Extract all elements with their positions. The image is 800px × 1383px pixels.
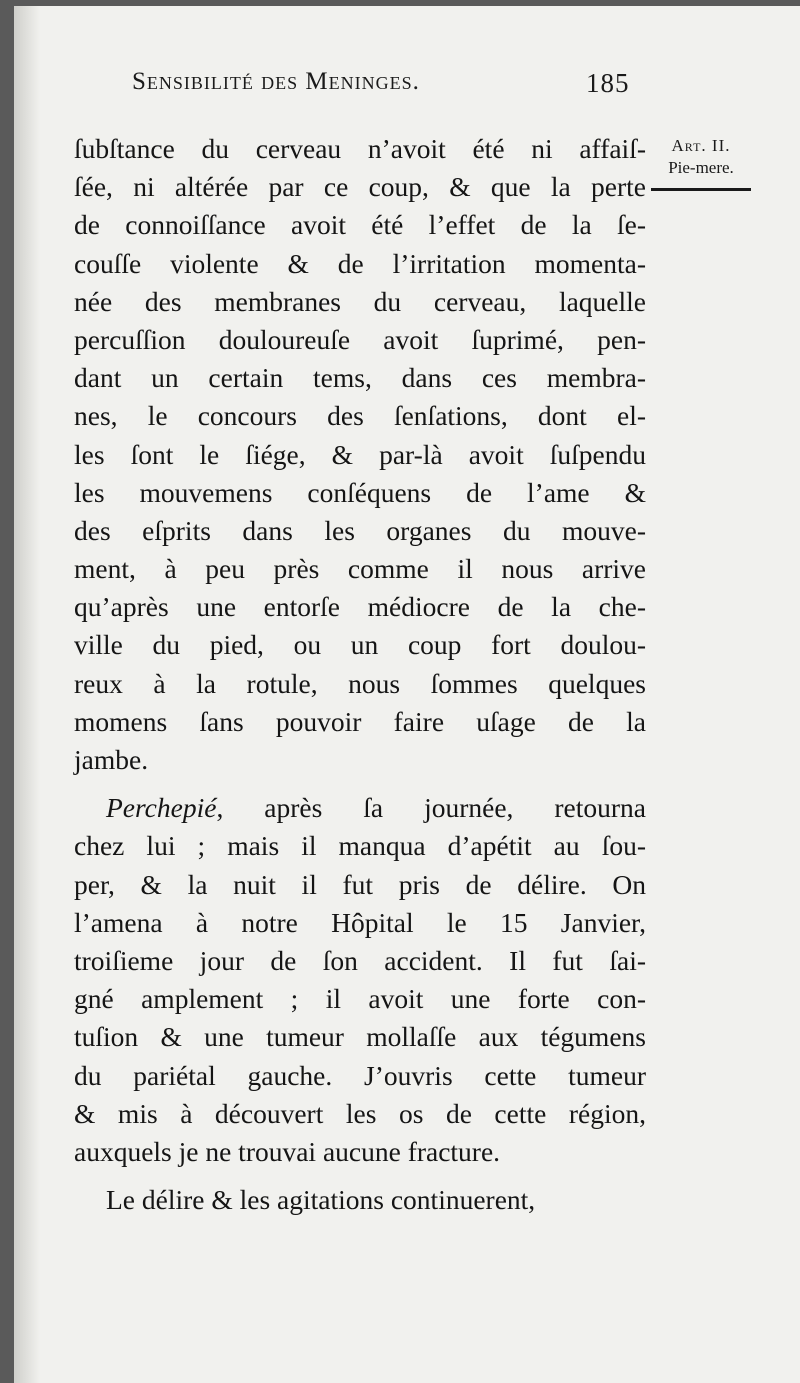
text-line: tuſion & une tumeur mollaſſe aux tégumens <box>74 1021 646 1053</box>
text-line-rest: , après ſa journée, retourna <box>216 792 646 824</box>
text-line: des eſprits dans les organes du mouve- <box>74 514 646 546</box>
text-line: momens ſans pouvoir faire uſage de la <box>74 705 646 737</box>
margin-rule <box>651 188 751 191</box>
italic-name: Perchepié <box>106 792 217 824</box>
text-line: ſubſtance du cerveau n’avoit été ni affaiſ- <box>74 133 646 164</box>
margin-subject-label: Pie-mere. <box>668 158 734 177</box>
text-line: les ſont le ſiége, & par-là avoit ſuſpendu <box>74 438 646 470</box>
text-line-lead <box>74 789 646 827</box>
page-gutter-shadow <box>14 6 40 1383</box>
running-title: Sensibilité des Meninges. <box>132 68 420 95</box>
running-header <box>132 68 652 104</box>
text-line: auxquels je ne trouvai aucune fracture. <box>74 1135 501 1167</box>
text-line: ville du pied, ou un coup fort doulou- <box>74 629 646 661</box>
paragraph-gap <box>74 779 646 789</box>
text-line: percuſſion douloureuſe avoit ſuprimé, pen- <box>74 323 646 355</box>
text-line: l’amena à notre Hôpital le 15 Janvier, <box>74 906 646 938</box>
text-line: qu’après une entorſe médiocre de la che- <box>74 591 646 623</box>
page-number: 185 <box>586 68 630 98</box>
text-line: per, & la nuit il fut pris de délire. On <box>74 868 646 900</box>
text-line: & mis à découvert les os de cette région, <box>74 1097 646 1129</box>
text-line: chez lui ; mais il manqua d’apétit au ſou- <box>74 830 646 862</box>
text-line: de connoiſſance avoit été l’effet de la ſe- <box>74 209 646 241</box>
text-line: jambe. <box>74 744 149 775</box>
text-line: reux à la rotule, nous ſommes quelques <box>74 667 646 699</box>
text-line: ment, à peu près comme il nous arrive <box>74 553 646 585</box>
text-line: les mouvemens conſéquens de l’ame & <box>74 476 646 508</box>
margin-article-label: Art. II. <box>671 136 731 155</box>
text-line: gné amplement ; il avoit une forte con- <box>74 983 646 1015</box>
paragraph-3 <box>74 1181 646 1219</box>
text-line: ſée, ni altérée par ce coup, & que la perte <box>74 171 646 203</box>
margin-note <box>646 134 756 191</box>
body-text <box>74 130 646 1219</box>
book-page <box>14 6 800 1383</box>
paragraph-gap <box>74 1171 646 1181</box>
text-line: couſſe violente & de l’irritation momenta- <box>74 247 646 279</box>
text-line: troiſieme jour de ſon accident. Il fut ſai- <box>74 944 646 976</box>
text-line: Le délire & les agitations continuerent, <box>106 1184 536 1216</box>
text-line: du pariétal gauche. J’ouvris cette tumeur <box>74 1059 646 1091</box>
paragraph-1 <box>74 130 646 779</box>
text-line: née des membranes du cerveau, laquelle <box>74 285 646 317</box>
text-line: nes, le concours des ſenſations, dont el- <box>74 400 646 432</box>
paragraph-2 <box>74 789 646 1171</box>
text-line: dant un certain tems, dans ces membra- <box>74 362 646 394</box>
